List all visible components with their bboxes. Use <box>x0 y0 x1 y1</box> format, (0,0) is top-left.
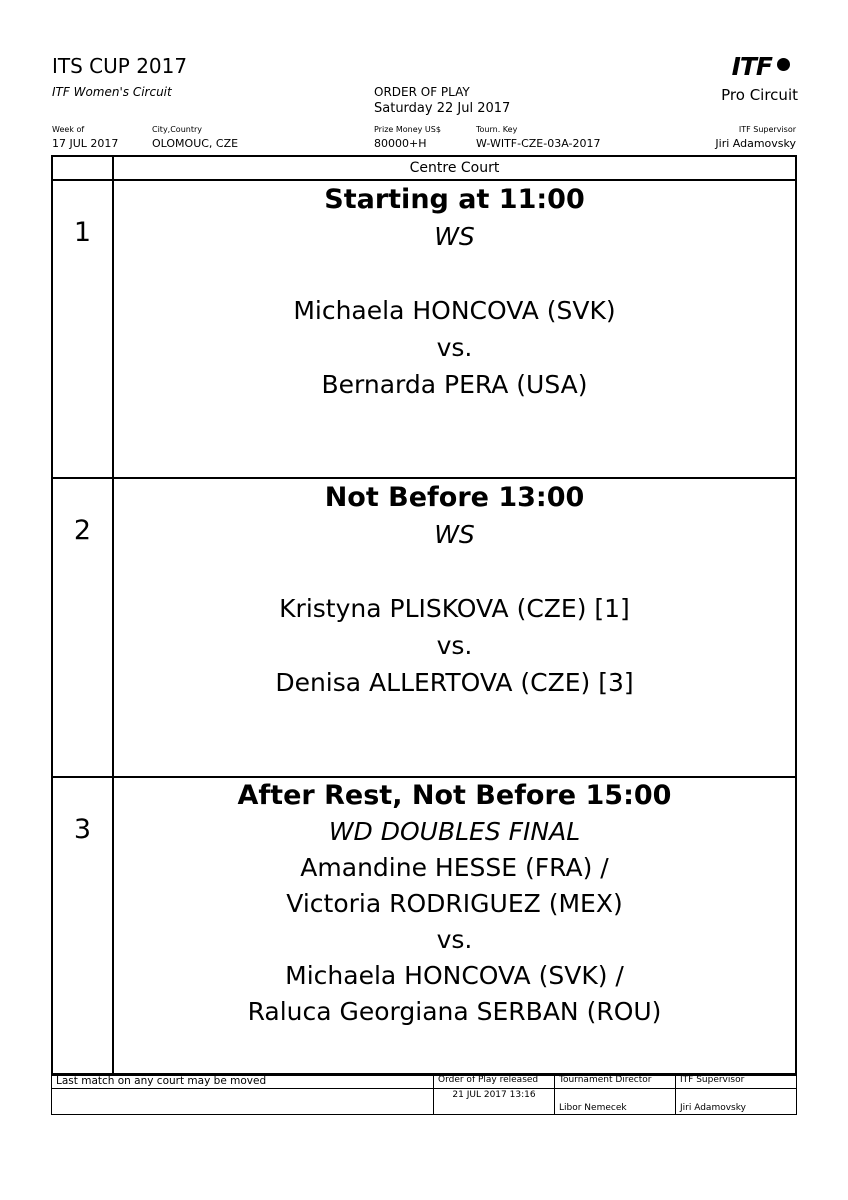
footer-note: Last match on any court may be moved <box>52 1074 434 1089</box>
team-1-player-1: Amandine HESSE (FRA) / <box>300 853 609 882</box>
logo-itf-text: ITF <box>731 52 772 81</box>
tournament-title: ITS CUP 2017 <box>52 54 188 78</box>
match-number: 3 <box>52 777 113 1075</box>
footer-blank <box>52 1089 434 1115</box>
match-time: After Rest, Not Before 15:00 <box>237 780 672 811</box>
footer-supervisor-label: ITF Supervisor <box>676 1074 797 1089</box>
versus: vs. <box>436 333 473 362</box>
match-row-1 <box>52 180 796 478</box>
tourn-key-label: Tourn. Key <box>476 125 518 134</box>
player-2: Denisa ALLERTOVA (CZE) [3] <box>275 668 634 697</box>
match-cell <box>113 777 796 1075</box>
order-of-play-label: ORDER OF PLAY <box>374 85 470 99</box>
match-time: Starting at 11:00 <box>324 184 585 215</box>
court-header-blank <box>52 156 113 180</box>
match-event: WD DOUBLES FINAL <box>328 817 581 846</box>
match-row-3 <box>52 777 796 1075</box>
footer-table <box>51 1073 797 1115</box>
order-of-play-date: Saturday 22 Jul 2017 <box>374 101 511 116</box>
match-cell <box>113 180 796 478</box>
itf-logo <box>708 52 798 108</box>
match-row-2 <box>52 478 796 777</box>
city-value: OLOMOUC, CZE <box>152 137 239 150</box>
team-1-player-2: Victoria RODRIGUEZ (MEX) <box>286 889 623 918</box>
supervisor-value: Jiri Adamovsky <box>715 137 796 150</box>
match-number: 1 <box>52 180 113 478</box>
match-line <box>114 553 795 590</box>
tournament-subtitle: ITF Women's Circuit <box>52 85 172 99</box>
player-1: Michaela HONCOVA (SVK) <box>293 296 616 325</box>
city-label: City,Country <box>152 125 203 134</box>
prize-value: 80000+H <box>374 137 427 150</box>
player-1: Kristyna PLISKOVA (CZE) [1] <box>279 594 630 623</box>
court-name: Centre Court <box>113 156 796 180</box>
released-value: 21 JUL 2017 13:16 <box>434 1089 555 1115</box>
match-cell <box>113 478 796 777</box>
supervisor-label: ITF Supervisor <box>738 125 796 134</box>
released-label: Order of Play released <box>434 1074 555 1089</box>
week-value: 17 JUL 2017 <box>52 137 119 150</box>
director-label: Tournament Director <box>555 1074 676 1089</box>
match-event: WS <box>434 520 475 549</box>
player-2: Bernarda PERA (USA) <box>321 370 588 399</box>
logo-pro-circuit: Pro Circuit <box>721 86 798 104</box>
match-time: Not Before 13:00 <box>324 482 585 513</box>
tourn-key-value: W-WITF-CZE-03A-2017 <box>476 137 601 150</box>
team-2-player-1: Michaela HONCOVA (SVK) / <box>285 961 624 990</box>
versus: vs. <box>436 631 473 660</box>
match-line <box>114 255 795 292</box>
director-value: Libor Nemecek <box>555 1089 676 1115</box>
team-2-player-2: Raluca Georgiana SERBAN (ROU) <box>247 997 662 1026</box>
schedule-table <box>51 155 797 1076</box>
week-label: Week of <box>52 125 85 134</box>
match-event: WS <box>434 222 475 251</box>
prize-label: Prize Money US$ <box>374 125 441 134</box>
tennis-ball-icon <box>777 58 790 71</box>
footer-supervisor-value: Jiri Adamovsky <box>676 1089 797 1115</box>
versus: vs. <box>436 925 473 954</box>
match-number: 2 <box>52 478 113 777</box>
